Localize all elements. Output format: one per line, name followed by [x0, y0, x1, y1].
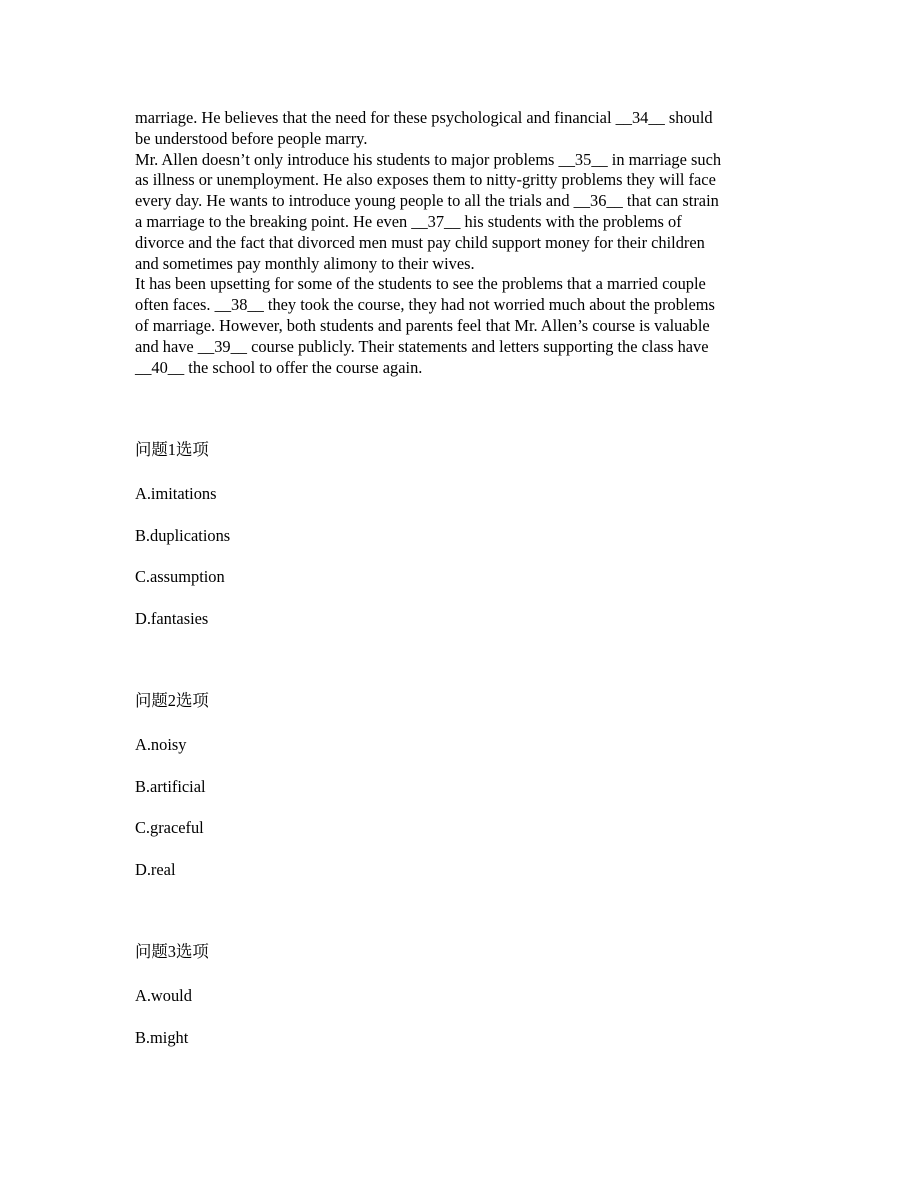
document-page [135, 108, 795, 1048]
passage-line: be understood before people marry. [135, 128, 368, 148]
passage-line: a marriage to the breaking point. He even __37__ his students with the problems of [135, 211, 682, 231]
passage-line: divorce and the fact that divorced men must pay child support money for their children [135, 232, 705, 252]
passage-line: and have __39__ course publicly. Their statements and letters supporting the class have [135, 336, 709, 356]
passage-line: often faces. __38__ they took the course, they had not worried much about the problems [135, 295, 715, 315]
passage-line: marriage. He believes that the need for these psychological and financial __34__ should [135, 108, 713, 127]
question-1 [135, 440, 795, 629]
option-d: D.real [135, 859, 176, 879]
option-c: C.assumption [135, 567, 225, 587]
question-3 [135, 942, 795, 1048]
option-b: B.duplications [135, 525, 231, 545]
passage-line: of marriage. However, both students and parents feel that Mr. Allen’s course is valuable [135, 315, 710, 335]
passage-text [135, 108, 795, 378]
question-2 [135, 691, 795, 880]
question-title: 问题3选项 [135, 942, 209, 962]
option-a: A.noisy [135, 735, 187, 755]
question-title: 问题2选项 [135, 691, 209, 711]
option-a: A.would [135, 986, 192, 1006]
question-title: 问题1选项 [135, 440, 209, 460]
option-a: A.imitations [135, 484, 217, 504]
passage-line: __40__ the school to offer the course again. [135, 357, 423, 377]
option-d: D.fantasies [135, 608, 209, 628]
option-b: B.might [135, 1027, 189, 1047]
passage-line: every day. He wants to introduce young people to all the trials and __36__ that can strain [135, 191, 719, 211]
option-b: B.artificial [135, 776, 206, 796]
passage-line: It has been upsetting for some of the students to see the problems that a married couple [135, 274, 706, 294]
option-c: C.graceful [135, 818, 204, 838]
passage-line: and sometimes pay monthly alimony to their wives. [135, 253, 475, 273]
passage-line: Mr. Allen doesn’t only introduce his students to major problems __35__ in marriage such [135, 149, 722, 169]
passage-line: as illness or unemployment. He also exposes them to nitty-gritty problems they will face [135, 170, 716, 190]
